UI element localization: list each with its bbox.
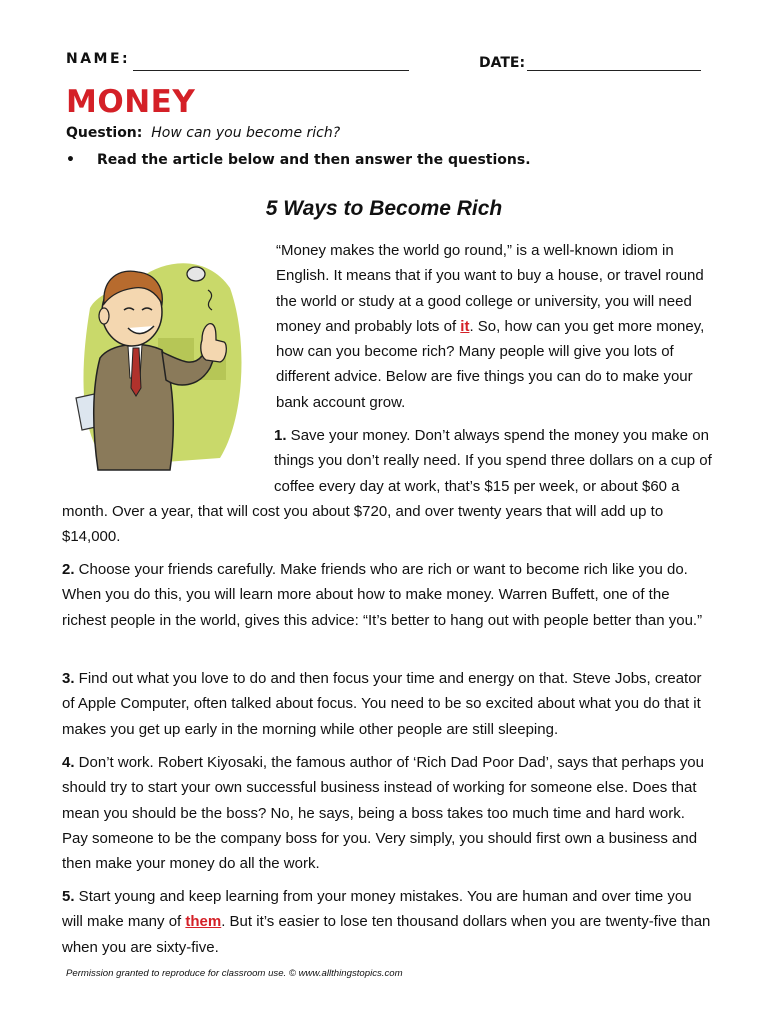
paragraph-2-text: Choose your friends carefully. Make friends who are rich or want to become rich like you do. When you do this, you will learn more about how to make money. Warren Buffett, one of the richest people in the world, gives this advice: “It’s better to hang out with people better than you.” <box>62 561 703 629</box>
intro-text-start: “Money makes the world go round,” is a well-known idiom in English. It means that if you want to buy a house, or travel round the world or study at a good college or university, you will need money and probably lots of <box>276 242 704 335</box>
paragraph-5-text-end: . But it’s easier to lose ten thousand dollars when you are twenty-five than when you are sixty-five. <box>62 913 711 956</box>
paragraph-2-number: 2. <box>62 561 75 578</box>
paragraph-5 <box>62 884 712 960</box>
paragraph-3-text: Find out what you love to do and then focus your time and energy on that. Steve Jobs, creator of Apple Computer, often talked about focus. You need to be so excited about what you do that it makes you get up early in the morning while other people are still sleeping. <box>62 670 702 738</box>
name-label: NAME: <box>66 51 131 67</box>
paragraph-1-number: 1. <box>274 427 287 444</box>
page-title: MONEY <box>66 84 196 120</box>
paragraph-5-text-start: Start young and keep learning from your money mistakes. You are human and over time you will make many of <box>62 888 692 931</box>
paragraph-5-highlight-word: them <box>185 913 222 931</box>
intro-text-end: . So, how can you get more money, how can you become rich? Many people will give you lots of different advice. Below are five things you can do to make your bank account grow. <box>276 317 705 411</box>
question-line <box>66 125 340 141</box>
paragraph-4-number: 4. <box>62 754 75 771</box>
paragraph-3-number: 3. <box>62 670 75 687</box>
date-field[interactable] <box>527 70 701 71</box>
footer-permission: Permission granted to reproduce for classroom use. © www.allthingstopics.com <box>66 968 403 979</box>
name-field[interactable] <box>133 70 409 71</box>
intro-highlight-word: it <box>460 317 470 335</box>
instruction-text: Read the article below and then answer the questions. <box>97 152 531 168</box>
paragraph-1 <box>62 423 712 549</box>
paragraph-3 <box>62 666 712 742</box>
paragraph-5-number: 5. <box>62 888 75 905</box>
date-label: DATE: <box>479 55 526 71</box>
paragraph-4 <box>62 750 712 876</box>
paragraph-2 <box>62 557 712 633</box>
intro-paragraph <box>276 238 708 415</box>
paragraph-4-text: Don’t work. Robert Kiyosaki, the famous author of ‘Rich Dad Poor Dad’, says that perhaps you should try to start your own successful business instead of working for someone else. Does that mean you should be the boss? No, he says, being a boss takes too much time and hard work. Pay someone to be the company boss for you. Very simply, you should first own a business and then make your money do all the work. <box>62 754 704 873</box>
bullet-icon: • <box>66 152 75 168</box>
question-text: How can you become rich? <box>151 125 341 141</box>
paragraph-1-text: Save your money. Don’t always spend the money you make on things you don’t really need. If you spend three dollars on a cup of coffee every day at work, that’s $15 per week, or about $60 a month. Over a year, that will cost you about $720, and over twenty years that will add up to $14,000. <box>62 427 712 546</box>
article-heading: 5 Ways to Become Rich <box>265 197 503 220</box>
question-label: Question: <box>66 125 143 141</box>
